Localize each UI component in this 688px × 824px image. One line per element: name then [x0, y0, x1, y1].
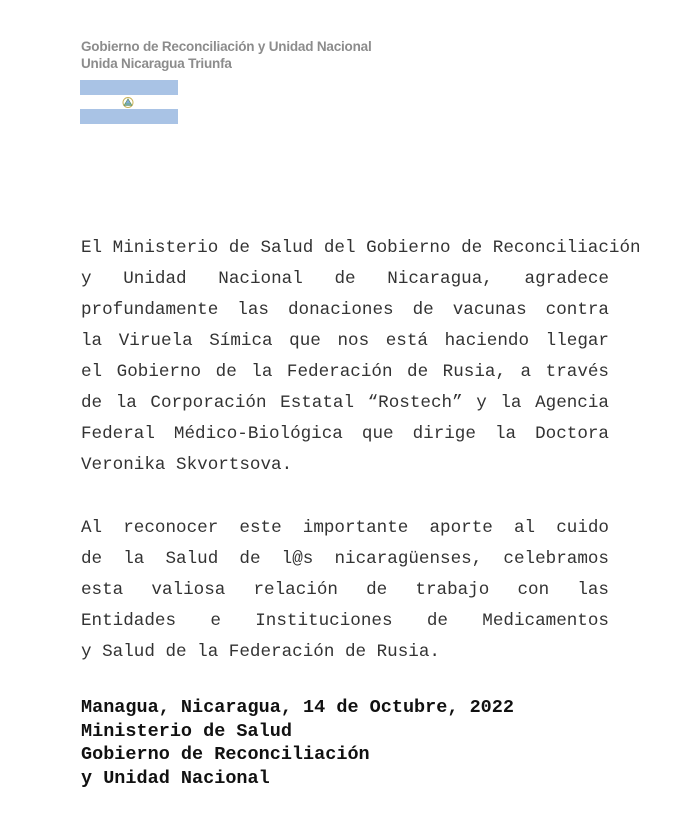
flag-top-band — [80, 80, 178, 95]
paragraph-line: Al reconocer este importante aporte al cuido — [81, 518, 609, 538]
place-and-date: Managua, Nicaragua, 14 de Octubre, 2022 — [81, 697, 514, 718]
paragraph-line: la Viruela Símica que nos está haciendo llegar — [81, 331, 609, 351]
letterhead-government-name: Gobierno de Reconciliación y Unidad Nacional — [81, 39, 372, 54]
paragraph-line: el Gobierno de la Federación de Rusia, a través — [81, 362, 609, 382]
paragraph-line: profundamente las donaciones de vacunas contra — [81, 300, 609, 320]
paragraph-line: de la Salud de l@s nicaragüenses, celebramos — [81, 549, 609, 569]
paragraph-line: y Salud de la Federación de Rusia. — [81, 642, 440, 662]
government-name-line2: y Unidad Nacional — [81, 767, 270, 789]
letterhead-slogan: Unida Nicaragua Triunfa — [81, 56, 232, 71]
coat-of-arms-icon — [121, 97, 135, 108]
paragraph-recognition — [81, 513, 609, 668]
government-name-line1: Gobierno de Reconciliación — [81, 744, 370, 765]
signature-block — [81, 696, 514, 790]
paragraph-line: Entidades e Instituciones de Medicamentos — [81, 611, 609, 631]
letterhead — [81, 38, 372, 72]
paragraph-line: y Unidad Nacional de Nicaragua, agradece — [81, 269, 609, 289]
paragraph-line: Veronika Skvortsova. — [81, 455, 293, 475]
flag-middle-band — [80, 95, 178, 110]
paragraph-line: Federal Médico-Biológica que dirige la Doctora — [81, 424, 609, 444]
nicaragua-flag-icon — [80, 80, 178, 124]
paragraph-gratitude — [81, 233, 641, 481]
paragraph-line: El Ministerio de Salud del Gobierno de Reconciliación — [81, 238, 641, 258]
flag-bottom-band — [80, 109, 178, 124]
paragraph-line: esta valiosa relación de trabajo con las — [81, 580, 609, 600]
ministry-name: Ministerio de Salud — [81, 720, 292, 742]
paragraph-line: de la Corporación Estatal “Rostech” y la Agencia — [81, 393, 609, 413]
